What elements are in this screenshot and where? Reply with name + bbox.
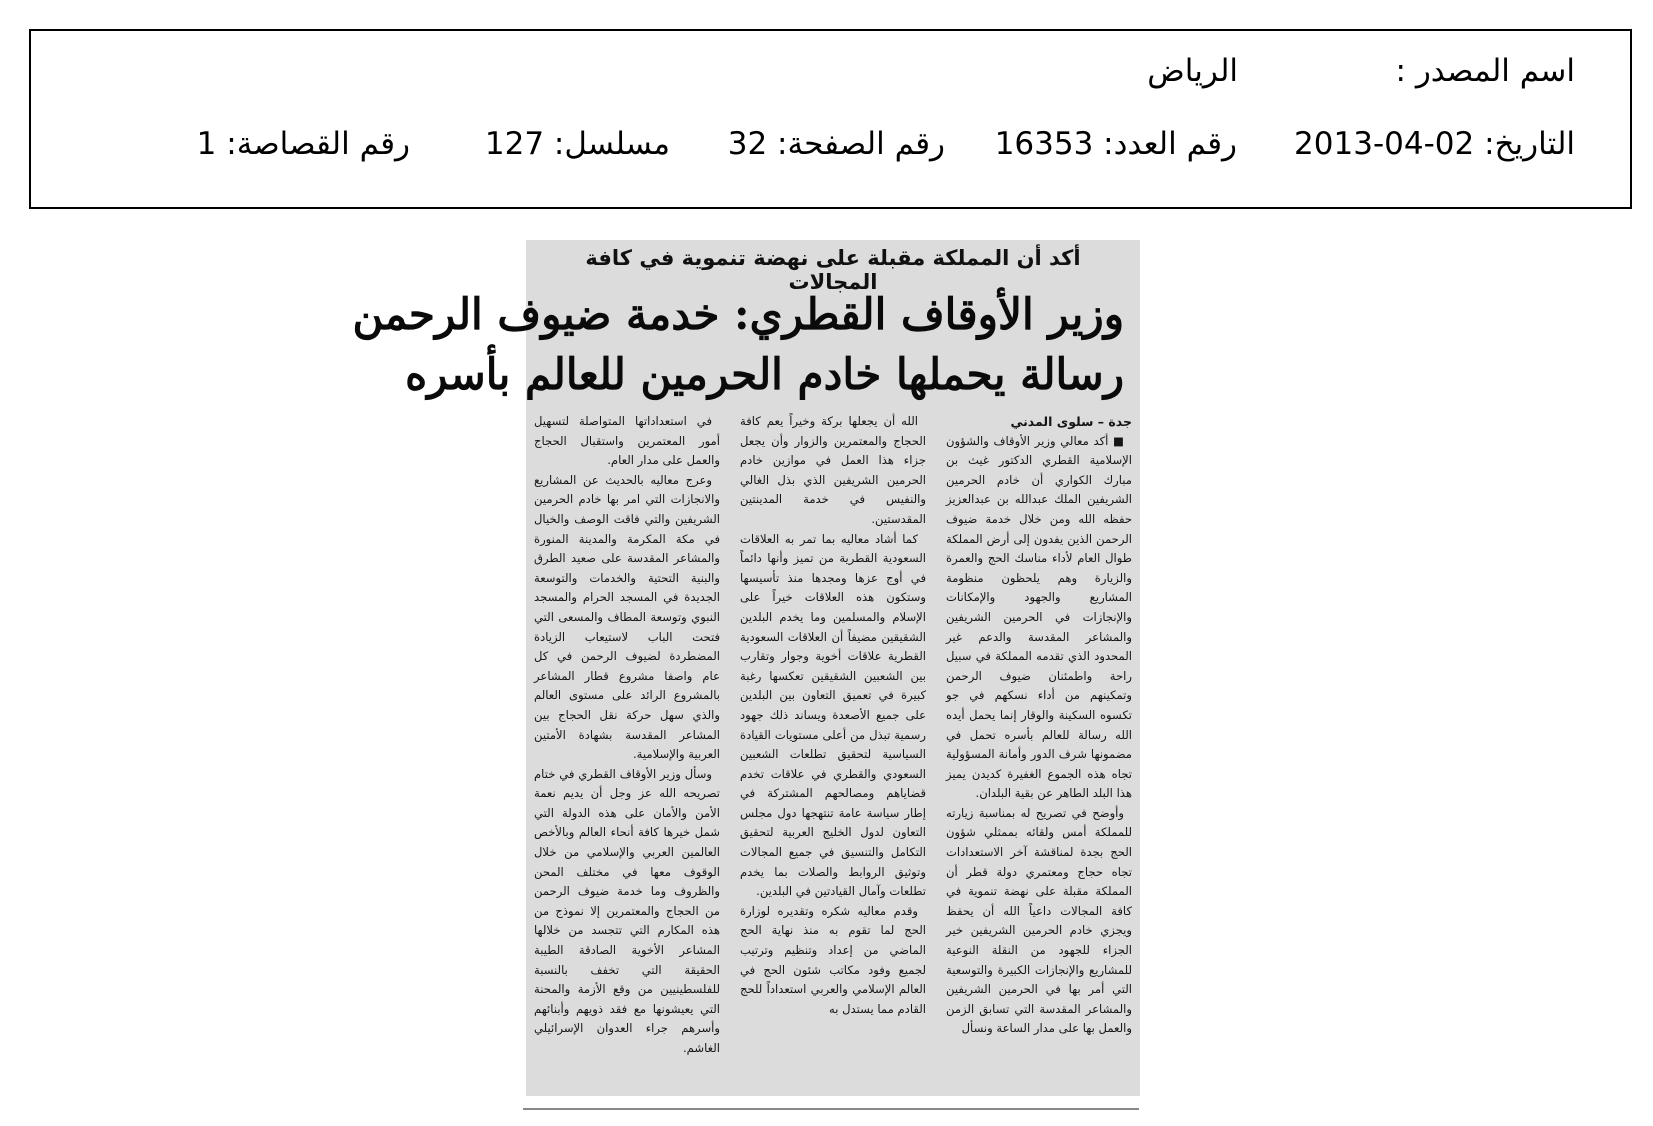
headline-line-2: رسالة يحملها خادم الحرمين للعالم بأسره [405, 350, 1125, 400]
article-column-1 [946, 412, 1132, 1088]
source-value: الرياض [1147, 53, 1238, 89]
clip-number: رقم القصاصة: 1 [196, 126, 410, 162]
source-label: اسم المصدر : [1395, 53, 1575, 89]
paragraph: وقدم معاليه شكره وتقديره لوزارة الحج لما تقوم به منذ نهاية الحج الماضي من إعداد وتنظيم وترتيب لجميع وفود مكاتب شئون الحج في العالم الإسلامي والعربي استعداداً للحج القادم مما يستدل به [740, 903, 926, 1016]
newspaper-clipping [352, 240, 1140, 1096]
issue-number: رقم العدد: 16353 [994, 126, 1237, 162]
serial-number: مسلسل: 127 [484, 126, 670, 162]
paragraph: وسأل وزير الأوقاف القطري في ختام تصريحه الله عز وجل أن يديم نعمة الأمن والأمان على هذه الدولة التي شمل خيرها كافة أنحاء العالم وبالأخص العالمين العربي والإسلامي من خلال الوقوف معها في مختلف المحن والظروف وما خدمة ضيوف الرحمن من الحجاج والمعتمرين إلا نموذج من هذه المكارم التي تتجسد من خلالها المشاعر الأخوية الصادقة الطيبة الحقيقة التي تخفف بالنسبة للفلسطينيين من وقع الأزمة والمحنة التي يعيشونها مع فقد ذويهم وأبنائهم وأسرهم جراء العدوان الإسرائيلي الغاشم. [534, 766, 720, 1055]
paragraph: كما أشاد معاليه بما تمر به العلاقات السعودية القطرية من تميز وأنها دائماً في أوج عزها ومجدها منذ تأسيسها وستكون هذه العلاقات خيراً على الإسلام والمسلمين وما يخدم البلدين الشقيقين مضيفاً أن العلاقات السعودية القطرية علاقات أخوية وجوار وتقارب بين الشعبين الشقيقين تعكسها رغبة كبيرة في تعميق التعاون بين البلدين على جميع الأصعدة ويساند ذلك جهود رسمية تبذل من أعلى مستويات القيادة السياسية لتحقيق تطلعات الشعبين السعودي والقطري في علاقات تخدم قضاياهم ومصالحهم المشتركة في إطار سياسة عامة تنتهجها دول مجلس التعاون لدول الخليج العربية لتحقيق التكامل والتنسيق في جميع المجالات وتوثيق الروابط والصلات بما يخدم تطلعات وآمال القيادتين في البلدين. [740, 531, 926, 899]
paragraph: وعرج معاليه بالحديث عن المشاريع والانجازات التي امر بها خادم الحرمين الشريفين والتي فاقت الوصف والخيال في مكة المكرمة والمدينة المنورة والمشاعر المقدسة على صعيد الطرق والبنية التحتية والخدمات والتوسعة الجديدة في المسجد الحرام والمسجد النبوي وتوسعة المطاف والمسعى التي فتحت الباب لاستيعاب الزيادة المضطردة لضيوف الرحمن في كل عام واصفا مشروع قطار المشاعر بالمشروع الرائد على مستوى العالم والذي سهل حركة نقل الحجاج بين المشاعر المقدسة بشهادة الأمتين العربية والإسلامية. [534, 472, 720, 762]
paragraph: في استعداداتها المتواصلة لتسهيل أمور المعتمرين واستقبال الحجاج والعمل على مدار العام. [534, 414, 720, 468]
metadata-box [29, 29, 1632, 209]
paragraph: ■ أكد معالي وزير الأوقاف والشؤون الإسلامية القطري الدكتور غيث بن مبارك الكواري أن خادم الحرمين الشريفين الملك عبدالله بن عبدالعزيز حفظه الله ومن خلال خدمة ضيوف الرحمن الذين يفدون إلى أرض المملكة طوال العام لأداء مناسك الحج والعمرة والزيارة وهم يلحظون منظومة المشاريع والجهود والإمكانات والإنجازات في الحرمين الشريفين والمشاعر المقدسة والدعم غير المحدود الذي تقدمه المملكة في سبيل راحة واطمئنان ضيوف الرحمن وتمكينهم من أداء نسكهم في جو تكسوه السكينة والوقار إنما يحمل أيده الله رسالة للعالم بأسره تحمل في مضمونها شرف الدور وأمانة المسؤولية تجاه هذه الجموع الغفيرة كديدن يميز هذا البلد الطاهر عن بقية البلدان. [946, 433, 1132, 801]
headline-line-1: وزير الأوقاف القطري: خدمة ضيوف الرحمن [352, 290, 1125, 340]
article-column-3 [534, 412, 720, 1088]
paragraph: وأوضح في تصريح له بمناسبة زيارته للمملكة أمس ولقائه بممثلي شؤون الحج بجدة لمناقشة آخر الاستعدادات تجاه حجاج ومعتمري دولة قطر أن المملكة مقبلة على نهضة تنموية في كافة المجالات داعياً الله أن يحفظ ويجزي خادم الحرمين الشريفين خير الجزاء للجهود من النقلة النوعية للمشاريع والإنجازات الكبيرة والتوسعية التي أمر بها في الحرمين الشريفين والمشاعر المقدسة التي تسابق الزمن والعمل بها على مدار الساعة ونسأل [946, 805, 1132, 1036]
date-field: التاريخ: 02-04-2013 [1294, 126, 1575, 162]
bottom-divider [523, 1108, 1139, 1110]
page-number: رقم الصفحة: 32 [727, 126, 945, 162]
article-column-2 [740, 412, 926, 1088]
paragraph: الله أن يجعلها بركة وخيراً يعم كافة الحجاج والمعتمرين والزوار وأن يجعل جزاء هذا العمل في موازين خادم الحرمين الشريفين الذي بذل الغالي والنفيس في خدمة المدينتين المقدستين. [740, 414, 926, 526]
article-kicker: أكد أن المملكة مقبلة على نهضة تنموية في كافة المجالات [585, 246, 1081, 294]
byline: جدة – سلوى المدني [1010, 414, 1132, 429]
